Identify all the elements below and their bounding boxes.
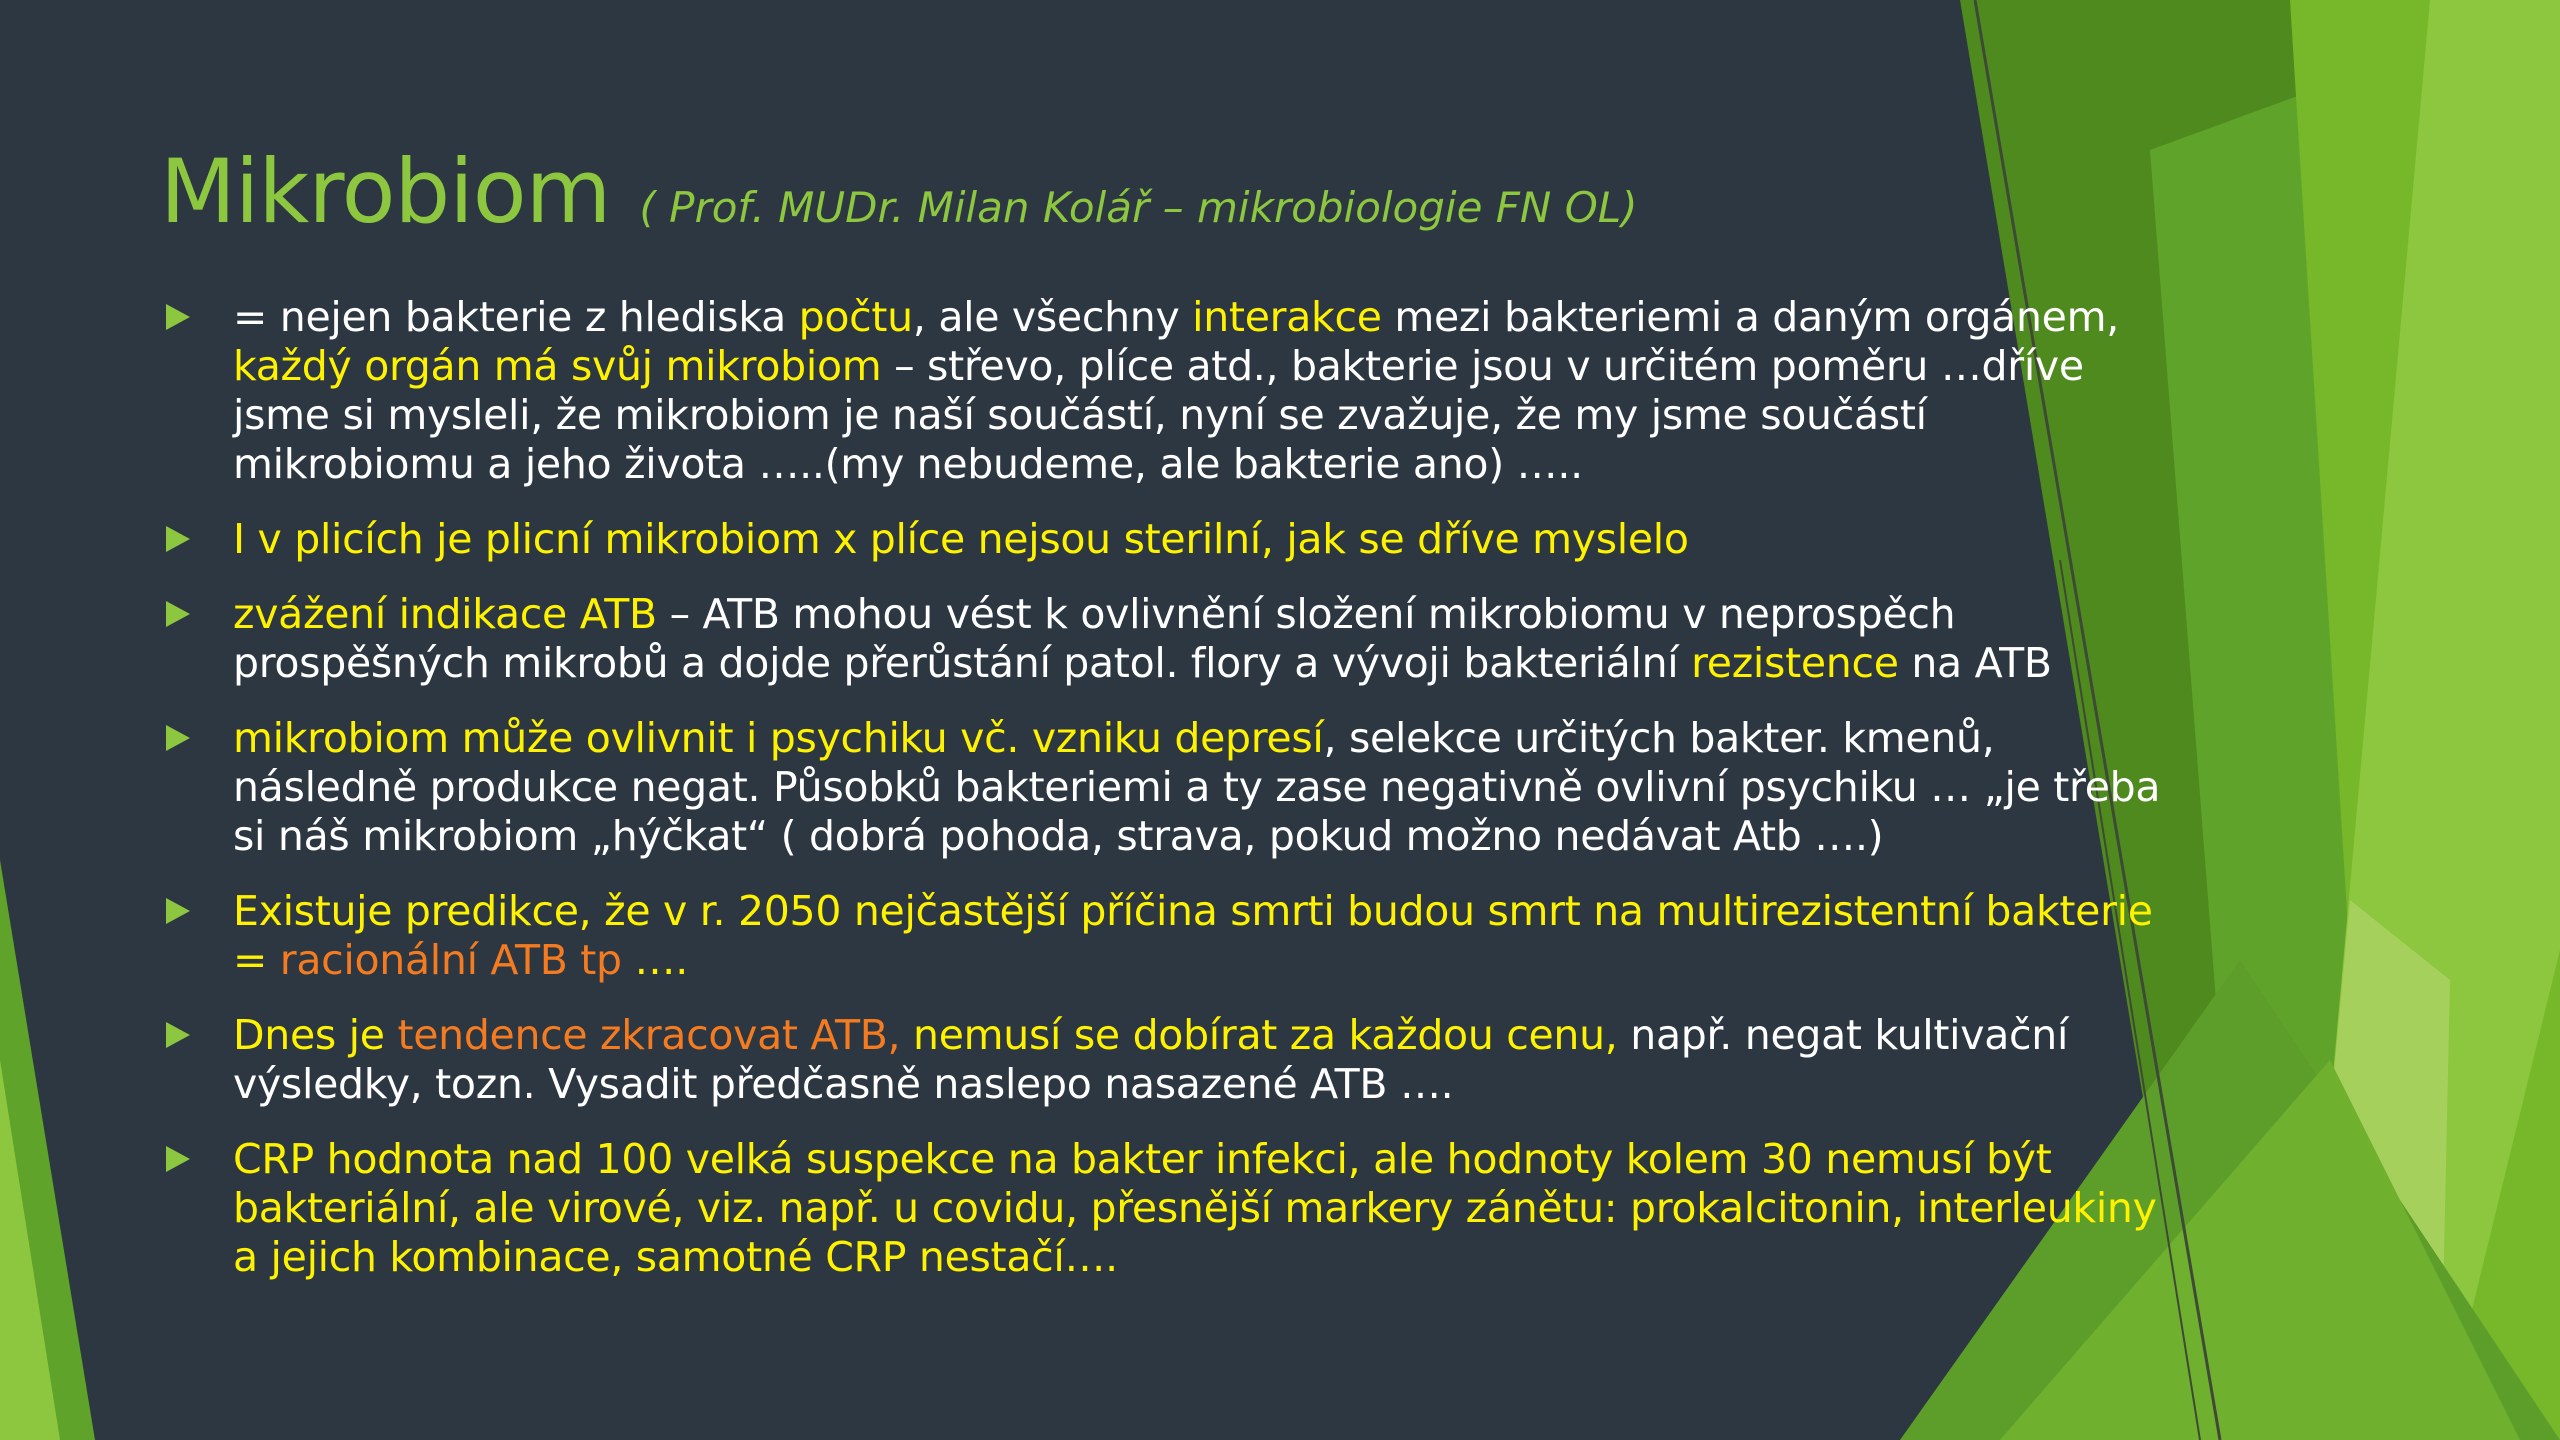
bullet-text-segment: např. negat kultivační výsledky, tozn. Vysadit předčasně naslepo nasazené ATB ….	[233, 1011, 2069, 1108]
bullet-list	[160, 293, 2180, 1308]
bullet-arrow-icon	[166, 601, 190, 627]
bullet-text-segment: ….	[621, 936, 688, 984]
bullet-item	[160, 515, 2180, 564]
bullet-item	[160, 293, 2180, 489]
bullet-item	[160, 887, 2180, 985]
bullet-arrow-icon	[166, 304, 190, 330]
bullet-text-segment: každý orgán má svůj mikrobiom	[233, 342, 882, 390]
bullet-item	[160, 714, 2180, 861]
bullet-arrow-icon	[166, 1146, 190, 1172]
bullet-text-segment: CRP hodnota nad 100 velká suspekce na bakter infekci, ale hodnoty kolem 30 nemusí být bakteriální, ale virové, viz. např. u covidu, přesnější markery zánětu: prokalcitonin, interleukiny a jejich kombinace, samotné CRP nestačí….	[233, 1135, 2157, 1281]
bullet-text-segment: interakce	[1192, 293, 1382, 341]
bullet-text-segment: Dnes je	[233, 1011, 398, 1059]
bullet-arrow-icon	[166, 526, 190, 552]
slide-title-row	[160, 140, 1638, 243]
bullet-text-segment: – ATB mohou vést k ovlivnění složení mikrobiomu v neprospěch prospěšných mikrobů a dojde přerůstání patol. flory a vývoji bakteriální	[233, 590, 1956, 687]
bullet-item	[160, 590, 2180, 688]
bullet-text-segment: zvážení indikace ATB	[233, 590, 657, 638]
bullet-text-segment: na ATB	[1898, 639, 2052, 687]
bullet-item	[160, 1135, 2180, 1282]
bullet-text-segment: Existuje predikce, že v r. 2050 nejčastější příčina smrti budou smrt na multirezistentní bakterie =	[233, 887, 2153, 984]
bullet-text-segment: mezi bakteriemi a daným orgánem,	[1381, 293, 2119, 341]
bullet-text-segment: racionální ATB tp	[279, 936, 622, 984]
bullet-text-segment: tendence zkracovat ATB,	[397, 1011, 901, 1059]
bullet-text-segment: rezistence	[1691, 639, 1899, 687]
bullet-text-segment: mikrobiom může ovlivnit i psychiku vč. vzniku depresí	[233, 714, 1324, 762]
bullet-text-segment: – střevo, plíce atd., bakterie jsou v určitém poměru …dříve jsme si mysleli, že mikrobiom je naší součástí, nyní se zvažuje, že my jsme součástí mikrobiomu a jeho života …..(my nebudeme, ale bakterie ano) …..	[233, 342, 2084, 488]
bullet-arrow-icon	[166, 1022, 190, 1048]
bullet-arrow-icon	[166, 725, 190, 751]
bullet-text-segment: , ale všechny	[912, 293, 1193, 341]
bullet-text-segment: nemusí se dobírat za každou cenu,	[900, 1011, 1618, 1059]
bullet-arrow-icon	[166, 898, 190, 924]
bullet-item	[160, 1011, 2180, 1109]
bullet-text-segment: = nejen bakterie z hlediska	[233, 293, 799, 341]
bullet-text-segment: I v plicích je plicní mikrobiom x plíce nejsou sterilní, jak se dříve myslelo	[233, 515, 1689, 563]
bullet-text-segment: , selekce určitých bakter. kmenů, následně produkce negat. Působků bakteriemi a ty zase negativně ovlivní psychiku … „je třeba si náš mikrobiom „hýčkat“ ( dobrá pohoda, strava, pokud možno nedávat Atb ….)	[233, 714, 2161, 860]
bullet-text-segment: počtu	[798, 293, 913, 341]
slide-subtitle: ( Prof. MUDr. Milan Kolář – mikrobiologie FN OL)	[639, 183, 1638, 232]
slide-title: Mikrobiom	[160, 140, 611, 243]
